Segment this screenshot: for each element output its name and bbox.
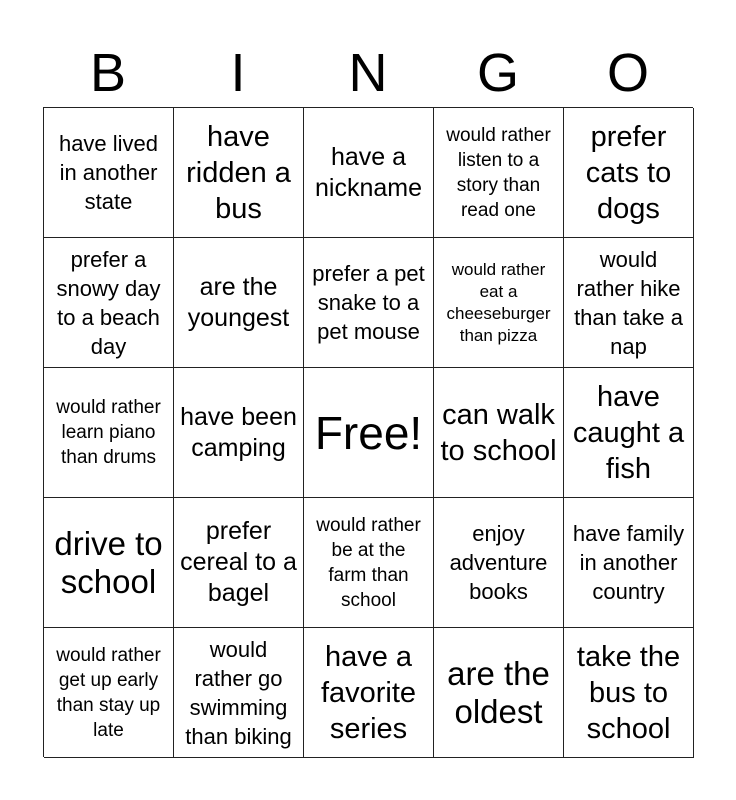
cell-text: take the bus to school	[576, 640, 681, 745]
bingo-cell[interactable]	[304, 108, 434, 238]
bingo-cell[interactable]	[174, 238, 304, 368]
cell-text: have family in another country	[572, 521, 685, 604]
cell-text: have caught a fish	[572, 380, 685, 485]
cell-text: would rather hike than take a nap	[574, 246, 683, 359]
bingo-cell[interactable]	[174, 108, 304, 238]
cell-text: have a favorite series	[320, 640, 417, 745]
cell-text: would rather eat a cheeseburger than pizza	[446, 259, 551, 345]
bingo-cell[interactable]	[174, 368, 304, 498]
cell-text: prefer cats to dogs	[585, 120, 672, 225]
bingo-cell[interactable]	[564, 368, 694, 498]
bingo-cell[interactable]	[434, 628, 564, 758]
header-letter-n: N	[348, 43, 388, 103]
bingo-cell[interactable]	[304, 238, 434, 368]
bingo-cell[interactable]	[434, 498, 564, 628]
bingo-cell[interactable]	[304, 498, 434, 628]
header-letter-i: I	[230, 43, 246, 103]
bingo-cell[interactable]	[174, 628, 304, 758]
cell-text: have lived in another state	[58, 131, 159, 214]
cell-text: have ridden a bus	[186, 120, 291, 225]
cell-text: enjoy adventure books	[449, 521, 548, 604]
bingo-cell[interactable]	[434, 368, 564, 498]
bingo-cell[interactable]	[44, 628, 174, 758]
bingo-cell[interactable]	[564, 108, 694, 238]
header-letter-o: O	[606, 43, 649, 103]
bingo-cell[interactable]	[564, 238, 694, 368]
cell-text: Free!	[314, 406, 423, 459]
bingo-header	[43, 38, 693, 108]
cell-text: would rather listen to a story than read one	[446, 124, 551, 221]
free-space[interactable]	[304, 368, 434, 498]
cell-text: would rather be at the farm than school	[316, 514, 421, 611]
bingo-cell[interactable]	[304, 628, 434, 758]
bingo-cell[interactable]	[564, 498, 694, 628]
cell-text: prefer cereal to a bagel	[180, 517, 297, 607]
cell-text: have a nickname	[315, 142, 422, 202]
cell-text: prefer a pet snake to a pet mouse	[312, 261, 425, 344]
bingo-cell[interactable]	[44, 368, 174, 498]
bingo-cell[interactable]	[434, 238, 564, 368]
bingo-cell[interactable]	[174, 498, 304, 628]
cell-text: can walk to school	[440, 398, 557, 467]
cell-text: are the youngest	[187, 272, 290, 332]
header-letter-g: G	[476, 43, 519, 103]
cell-text: prefer a snowy day to a beach day	[56, 246, 161, 359]
cell-text: drive to school	[54, 524, 163, 600]
cell-text: would rather go swimming than biking	[185, 636, 292, 749]
cell-text: have been camping	[180, 402, 297, 462]
cell-text: would rather learn piano than drums	[56, 397, 161, 468]
bingo-cell[interactable]	[44, 498, 174, 628]
bingo-cell[interactable]	[44, 108, 174, 238]
bingo-grid	[43, 107, 693, 757]
bingo-cell[interactable]	[434, 108, 564, 238]
bingo-cell[interactable]	[564, 628, 694, 758]
bingo-cell[interactable]	[44, 238, 174, 368]
cell-text: would rather get up early than stay up late	[56, 644, 161, 741]
cell-text: are the oldest	[447, 654, 550, 730]
header-letter-b: B	[89, 43, 127, 103]
